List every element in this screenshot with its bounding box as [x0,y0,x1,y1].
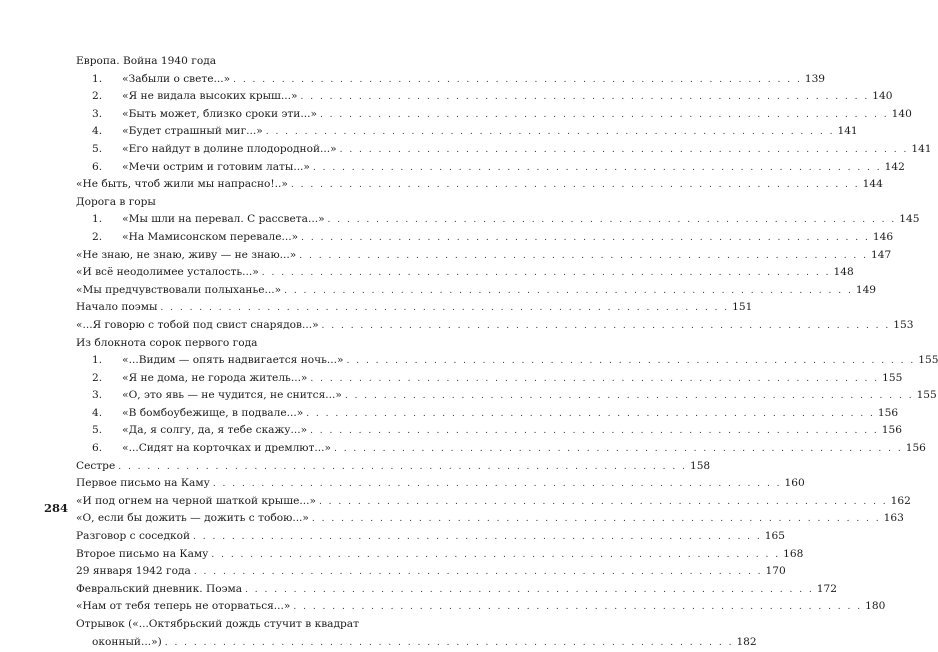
toc-entry-title: «И под огнем на черной шаткой крыше...» [76,494,316,507]
toc-entry-title: «О, если бы дожить — дожить с тобою...» [76,512,309,525]
toc-page-number: 172 [816,582,838,595]
toc-page-number: 155 [916,389,937,402]
toc-item-number: 1. [92,213,103,226]
toc-leader-dots: . . . . . . . . . . . . . . . . . . . . . . . . . . . . . . . . . . . . . . . . . . . . . . . . . . . . . . . . . . . [318,496,888,507]
toc-item-number: 3. [92,389,103,402]
toc-page-number: 140 [872,90,893,103]
toc-leader-dots: . . . . . . . . . . . . . . . . . . . . . . . . . . . . . . . . . . . . . . . . . . . . . . . . . . . . . . . . . . . [212,479,782,490]
toc-leader-dots: . . . . . . . . . . . . . . . . . . . . . . . . . . . . . . . . . . . . . . . . . . . . . . . . . . . . . . . . . . . [310,373,880,384]
toc-leader-dots: . . . . . . . . . . . . . . . . . . . . . . . . . . . . . . . . . . . . . . . . . . . . . . . . . . . . . . . . . . . [193,567,763,578]
toc-entry [76,299,753,317]
toc-leader-dots: . . . . . . . . . . . . . . . . . . . . . . . . . . . . . . . . . . . . . . . . . . . . . . . . . . . . . . . . . . . [312,162,882,173]
toc-page-number: 165 [764,530,785,543]
toc-item-number: 4. [92,125,103,138]
toc-entry [76,387,937,405]
toc-entry [76,229,894,247]
toc-entry-title: оконный...») [92,635,162,648]
toc-leader-dots: . . . . . . . . . . . . . . . . . . . . . . . . . . . . . . . . . . . . . . . . . . . . . . . . . . . . . . . . . . . [306,408,875,419]
toc-item-number: 1. [92,72,103,85]
toc-item-number: 5. [92,142,103,155]
toc-entry-title-line1: Отрывок («...Октябрьский дождь стучит в квадрат [76,618,359,630]
toc-page-number: 168 [783,547,804,560]
toc-entry [76,159,905,177]
toc-leader-dots: . . . . . . . . . . . . . . . . . . . . . . . . . . . . . . . . . . . . . . . . . . . . . . . . . . . . . . . . . . . [344,391,914,402]
toc-entry-title: 29 января 1942 года [76,565,191,578]
toc-entry [76,616,757,652]
toc-entry [76,88,893,106]
toc-item-number: 6. [92,442,103,455]
toc-leader-dots: . . . . . . . . . . . . . . . . . . . . . . . . . . . . . . . . . . . . . . . . . . . . . . . . . . . . . . . . . . . [211,549,781,560]
toc-entry-title: Первое письмо на Каму [76,477,210,490]
toc-entry-title: «Мы шли на перевал. С рассвета...» [122,213,325,226]
toc-page-number: 145 [899,213,920,226]
toc-entry-title: «Нам от тебя теперь не оторваться...» [76,600,291,613]
toc-leader-dots: . . . . . . . . . . . . . . . . . . . . . . . . . . . . . . . . . . . . . . . . . . . . . . . . . . . . . . . . . . . [233,74,802,85]
toc-leader-dots: . . . . . . . . . . . . . . . . . . . . . . . . . . . . . . . . . . . . . . . . . . . . . . . . . . . . . . . . . . . [310,426,879,437]
toc-entry-title: «Я не дома, не города житель...» [122,371,308,384]
toc-leader-dots: . . . . . . . . . . . . . . . . . . . . . . . . . . . . . . . . . . . . . . . . . . . . . . . . . . . . . . . . . . . [118,461,687,472]
toc-leader-dots: . . . . . . . . . . . . . . . . . . . . . . . . . . . . . . . . . . . . . . . . . . . . . . . . . . . . . . . . . . . [164,637,734,648]
toc-entry [76,264,854,282]
toc-page-number: 151 [732,301,753,314]
toc-item-number: 1. [92,354,103,367]
toc-page-number: 155 [918,354,938,367]
toc-entry [76,528,785,546]
toc-entry-title: «...Видим — опять надвигается ночь...» [122,354,344,367]
toc-entry [76,106,912,124]
toc-entry-title: «Быть может, близко сроки эти...» [122,107,317,120]
toc-page-number: 146 [872,230,894,243]
toc-entry [76,352,938,370]
toc-page-number: 147 [871,248,892,261]
toc-leader-dots: . . . . . . . . . . . . . . . . . . . . . . . . . . . . . . . . . . . . . . . . . . . . . . . . . . . . . . . . . . . [321,320,891,331]
toc-page-number: 139 [804,72,826,85]
toc-entry-title: «На Мамисонском перевале...» [122,230,299,243]
toc-entry [76,563,786,581]
toc-entry [76,581,838,599]
toc-leader-dots: . . . . . . . . . . . . . . . . . . . . . . . . . . . . . . . . . . . . . . . . . . . . . . . . . . . . . . . . . . . [261,268,831,279]
toc-entry-title: «Да, я солгу, да, я тебе скажу...» [122,424,308,437]
toc-entry-title: «Я не видала высоких крыш...» [122,90,298,103]
page-number: 284 [44,501,69,515]
toc-page-number: 156 [877,406,899,419]
toc-leader-dots: . . . . . . . . . . . . . . . . . . . . . . . . . . . . . . . . . . . . . . . . . . . . . . . . . . . . . . . . . . . [339,144,909,155]
toc-leader-dots: . . . . . . . . . . . . . . . . . . . . . . . . . . . . . . . . . . . . . . . . . . . . . . . . . . . . . . . . . . . [293,602,863,613]
toc-page-number: 149 [855,283,877,296]
toc-entry-title: «Будет страшный миг...» [122,125,263,138]
toc-entry [76,475,805,493]
toc-leader-dots: . . . . . . . . . . . . . . . . . . . . . . . . . . . . . . . . . . . . . . . . . . . . . . . . . . . . . . . . . . . [300,92,870,103]
toc-item-number: 2. [92,90,103,103]
toc-entry [76,282,877,300]
toc-page-number: 156 [905,442,926,455]
toc-entry [76,510,904,528]
toc-leader-dots: . . . . . . . . . . . . . . . . . . . . . . . . . . . . . . . . . . . . . . . . . . . . . . . . . . . . . . . . . . . [245,584,814,595]
toc-item-number: 2. [92,230,103,243]
toc-entry-title: Начало поэмы [76,301,158,314]
toc-section-title: Из блокнота сорок первого года [76,336,258,349]
toc-page-number: 162 [890,494,911,507]
toc-entry [76,370,903,388]
toc-page-number: 163 [883,512,904,525]
toc-entry [76,71,826,89]
toc-page-number: 142 [884,160,905,173]
toc-entry-title: «В бомбоубежище, в подвале...» [122,406,304,419]
toc-page-number: 148 [833,266,854,279]
toc-item-number: 6. [92,160,103,173]
toc-entry [76,123,858,141]
toc-section-heading [76,335,348,353]
toc-entry-title: «...Я говорю с тобой под свист снарядов...» [76,318,319,331]
table-of-contents [76,53,938,652]
toc-entry [76,141,932,159]
toc-entry [76,546,804,564]
toc-entry [76,247,892,265]
toc-entry-title: Разговор с соседкой [76,530,191,543]
toc-leader-dots: . . . . . . . . . . . . . . . . . . . . . . . . . . . . . . . . . . . . . . . . . . . . . . . . . . . . . . . . . . . [327,215,897,226]
toc-leader-dots: . . . . . . . . . . . . . . . . . . . . . . . . . . . . . . . . . . . . . . . . . . . . . . . . . . . . . . . . . . . [299,250,868,261]
toc-entry-title: Февральский дневник. Поэма [76,582,243,595]
toc-entry [76,598,886,616]
toc-page-number: 182 [736,635,757,648]
toc-page-number: 180 [865,600,886,613]
toc-leader-dots: . . . . . . . . . . . . . . . . . . . . . . . . . . . . . . . . . . . . . . . . . . . . . . . . . . . . . . . . . . . [333,444,903,455]
toc-section-title: Дорога в горы [76,195,156,208]
toc-entry [76,422,903,440]
toc-entry-title: «И всё неодолимее усталость...» [76,266,259,279]
toc-page-number: 170 [765,565,786,578]
toc-entry-title: «Мечи острим и готовим латы...» [122,160,310,173]
toc-entry [76,405,899,423]
toc-leader-dots: . . . . . . . . . . . . . . . . . . . . . . . . . . . . . . . . . . . . . . . . . . . . . . . . . . . . . . . . . . . [290,180,860,191]
toc-leader-dots: . . . . . . . . . . . . . . . . . . . . . . . . . . . . . . . . . . . . . . . . . . . . . . . . . . . . . . . . . . . [301,232,870,243]
toc-entry [76,493,911,511]
toc-entry-title: «...Сидят на корточках и дремлют...» [122,442,331,455]
toc-page-number: 158 [689,459,711,472]
toc-item-number: 4. [92,406,103,419]
toc-leader-dots: . . . . . . . . . . . . . . . . . . . . . . . . . . . . . . . . . . . . . . . . . . . . . . . . . . . . . . . . . . . [284,285,853,296]
toc-section-heading [76,194,348,212]
toc-page-number: 153 [893,318,914,331]
toc-page-number: 141 [911,142,932,155]
toc-leader-dots: . . . . . . . . . . . . . . . . . . . . . . . . . . . . . . . . . . . . . . . . . . . . . . . . . . . . . . . . . . . [311,514,881,525]
toc-page-number: 144 [862,178,883,191]
toc-page-number: 141 [837,125,858,138]
toc-entry-title: Сестре [76,459,116,472]
toc-section-heading [76,53,348,71]
toc-entry-title: «Его найдут в долине плодородной...» [122,142,337,155]
toc-entry-title: Второе письмо на Каму [76,547,209,560]
toc-page-number: 140 [891,107,912,120]
toc-entry [76,211,920,229]
toc-item-number: 2. [92,371,103,384]
toc-item-number: 3. [92,107,103,120]
toc-entry [76,176,883,194]
toc-entry-title: «Не знаю, не знаю, живу — не знаю...» [76,248,297,261]
toc-leader-dots: . . . . . . . . . . . . . . . . . . . . . . . . . . . . . . . . . . . . . . . . . . . . . . . . . . . . . . . . . . . [319,109,889,120]
toc-section-title: Европа. Война 1940 года [76,55,217,67]
toc-leader-dots: . . . . . . . . . . . . . . . . . . . . . . . . . . . . . . . . . . . . . . . . . . . . . . . . . . . . . . . . . . . [346,356,916,367]
toc-leader-dots: . . . . . . . . . . . . . . . . . . . . . . . . . . . . . . . . . . . . . . . . . . . . . . . . . . . . . . . . . . . [160,303,730,314]
toc-entry-title: «О, это явь — не чудится, не снится...» [122,389,342,402]
toc-entry-title: «Мы предчувствовали полыханье...» [76,283,282,296]
toc-entry [76,317,914,335]
toc-item-number: 5. [92,424,103,437]
toc-leader-dots: . . . . . . . . . . . . . . . . . . . . . . . . . . . . . . . . . . . . . . . . . . . . . . . . . . . . . . . . . . . [265,127,835,138]
toc-page-number: 155 [882,371,903,384]
toc-entry [76,440,926,458]
toc-entry-title: «Не быть, чтоб жили мы напрасно!..» [76,178,288,191]
toc-leader-dots: . . . . . . . . . . . . . . . . . . . . . . . . . . . . . . . . . . . . . . . . . . . . . . . . . . . . . . . . . . . [193,532,762,543]
toc-page-number: 160 [784,477,805,490]
toc-entry-title: «Забыли о свете...» [122,72,231,85]
toc-entry [76,458,711,476]
toc-page-number: 156 [881,424,903,437]
